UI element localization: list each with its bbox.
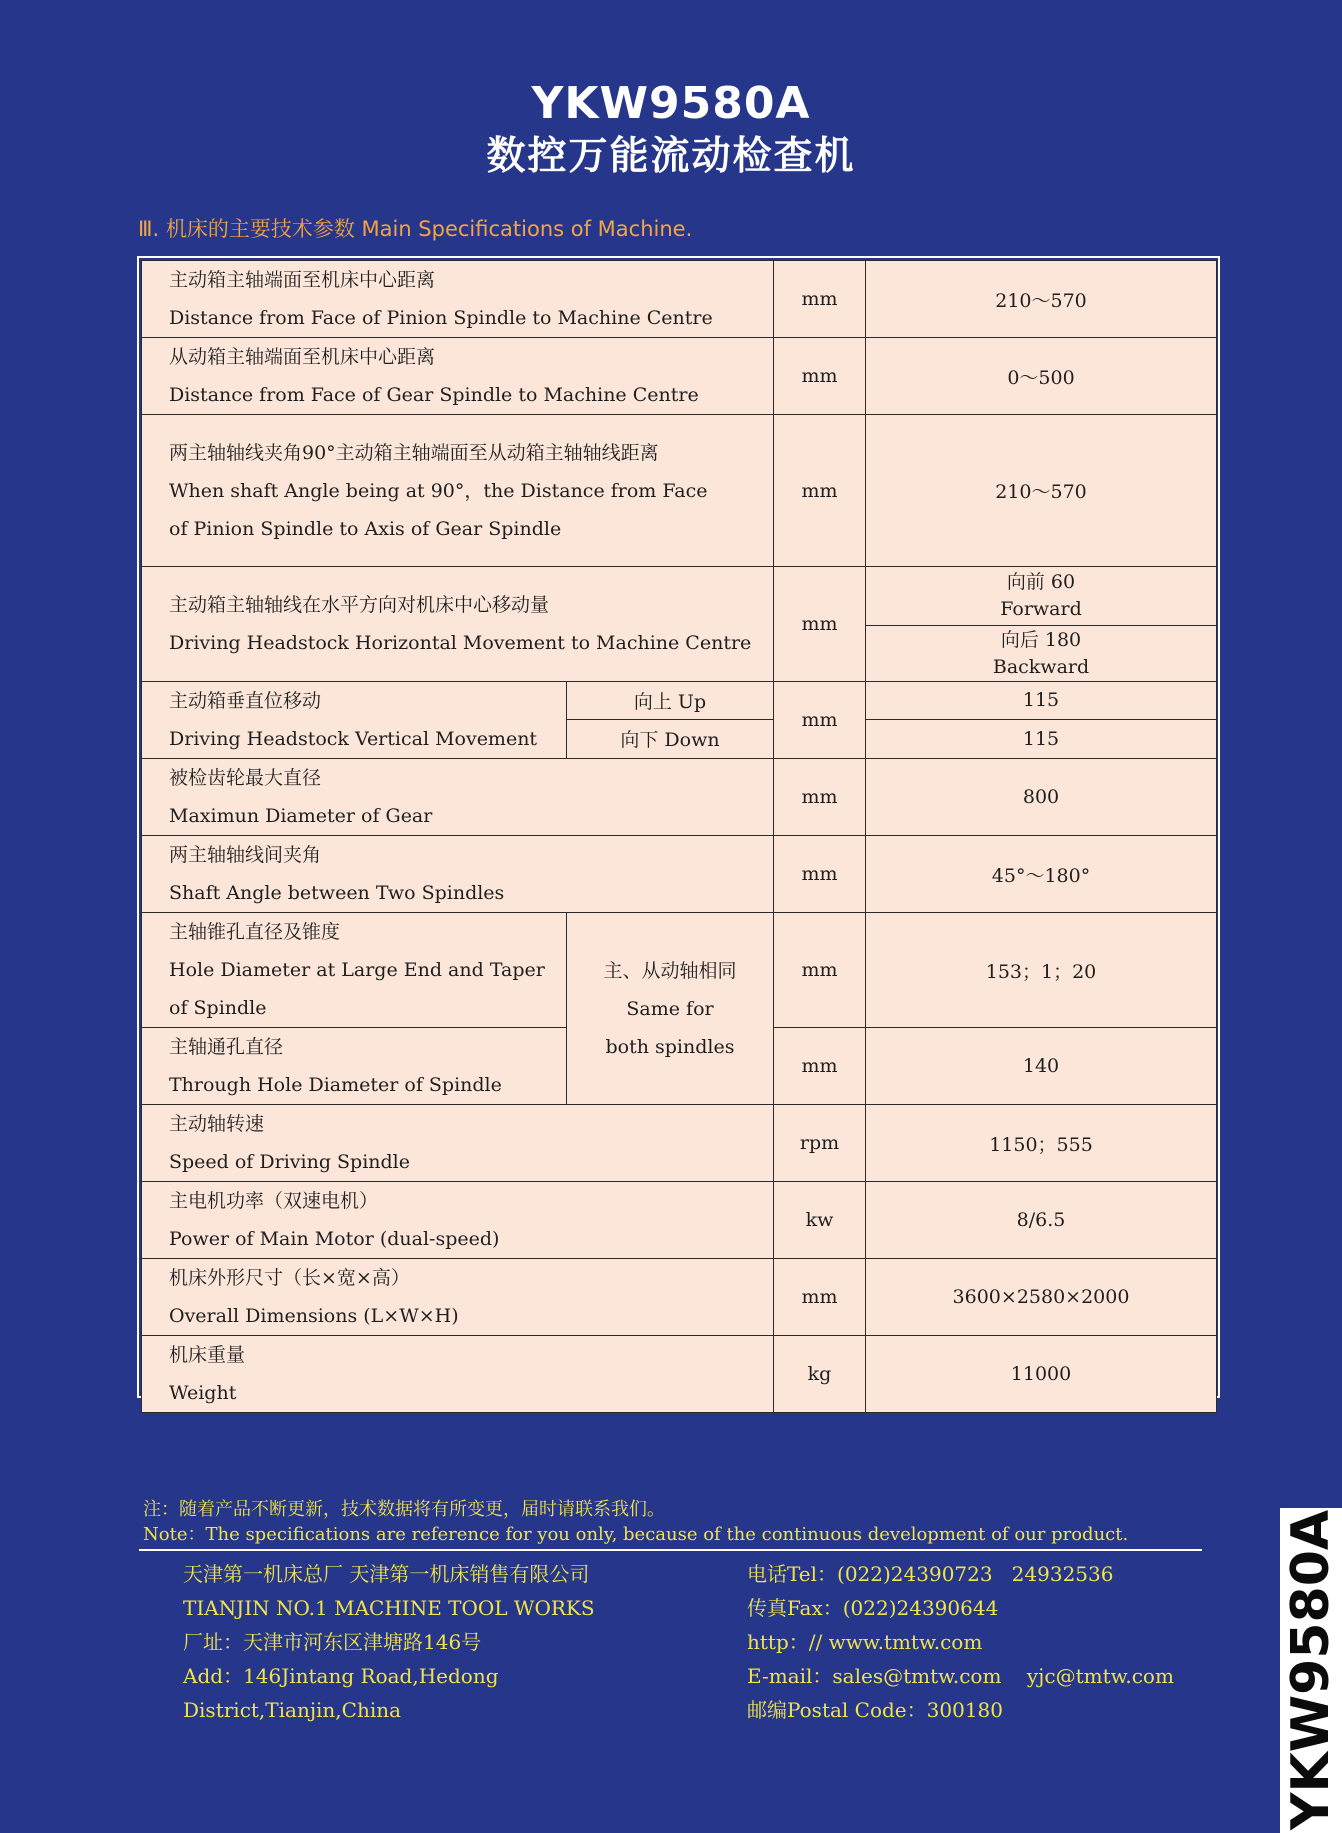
spec-param: 主动轴转速 Speed of Driving Spindle — [142, 1105, 774, 1182]
spec-value: 11000 — [866, 1336, 1217, 1413]
spec-value: 8/6.5 — [866, 1182, 1217, 1259]
footnote-en: Note：The specifications are reference for you only, because of the continuous development of our product. — [143, 1524, 1129, 1545]
spec-value: 210～570 — [866, 261, 1217, 338]
same-for-both-note: 主、从动轴相同 Same for both spindles — [567, 913, 774, 1105]
spec-value: 0～500 — [866, 338, 1217, 415]
spec-param: 主轴通孔直径 Through Hole Diameter of Spindle — [142, 1028, 567, 1105]
postal-code: 邮编Postal Code：300180 — [747, 1698, 1003, 1722]
table-row — [142, 1105, 1217, 1182]
spec-unit: mm — [774, 913, 866, 1028]
spec-unit: mm — [774, 682, 866, 759]
spec-unit: mm — [774, 338, 866, 415]
table-row — [142, 567, 1217, 626]
table-row — [142, 913, 1217, 1028]
spec-unit: mm — [774, 759, 866, 836]
table-row — [142, 338, 1217, 415]
spec-value: 800 — [866, 759, 1217, 836]
spec-unit: kw — [774, 1182, 866, 1259]
address-en-line2: District,Tianjin,China — [183, 1698, 402, 1722]
spec-unit: rpm — [774, 1105, 866, 1182]
spec-table — [141, 260, 1217, 1413]
table-row — [142, 415, 1217, 567]
spec-param: 两主轴轴线夹角90°主动箱主轴端面至从动箱主轴轴线距离 When shaft Angle being at 90°，the Distance from Face of Pinion Spindle to Axis of Gear Spindle — [142, 415, 774, 567]
spec-sub-down: 向下 Down — [567, 719, 774, 758]
email-link[interactable]: E-mail：sales@tmtw.com yjc@tmtw.com — [747, 1664, 1174, 1688]
spec-value-backward: 向后 180 Backward — [866, 626, 1217, 682]
table-row — [142, 1259, 1217, 1336]
product-model-title: YKW9580A — [531, 78, 811, 129]
footnote-cn: 注：随着产品不断更新，技术数据将有所变更，届时请联系我们。 — [143, 1499, 665, 1520]
address-en-line1: Add：146Jintang Road,Hedong — [183, 1664, 499, 1688]
table-row — [142, 759, 1217, 836]
spec-value: 1150；555 — [866, 1105, 1217, 1182]
spec-unit: mm — [774, 261, 866, 338]
table-row — [142, 261, 1217, 338]
company-info — [183, 1557, 595, 1727]
spec-value: 3600×2580×2000 — [866, 1259, 1217, 1336]
website-link[interactable]: http：// www.tmtw.com — [747, 1630, 983, 1654]
spec-param: 主轴锥孔直径及锥度 Hole Diameter at Large End and Taper of Spindle — [142, 913, 567, 1028]
fax: 传真Fax：(022)24390644 — [747, 1596, 999, 1620]
spec-param: 主动箱垂直位移动 Driving Headstock Vertical Movement — [142, 682, 567, 759]
spec-unit: kg — [774, 1336, 866, 1413]
spec-value: 153；1；20 — [866, 913, 1217, 1028]
spec-param: 主动箱主轴端面至机床中心距离 Distance from Face of Pinion Spindle to Machine Centre — [142, 261, 774, 338]
spec-sub-up: 向上 Up — [567, 682, 774, 720]
spec-unit: mm — [774, 415, 866, 567]
spec-param: 机床重量 Weight — [142, 1336, 774, 1413]
side-model-label: YKW9580A — [1281, 1509, 1341, 1831]
spec-unit: mm — [774, 836, 866, 913]
spec-param: 主动箱主轴轴线在水平方向对机床中心移动量 Driving Headstock Horizontal Movement to Machine Centre — [142, 567, 774, 682]
table-row — [142, 682, 1217, 720]
section-heading: Ⅲ. 机床的主要技术参数 Main Specifications of Machine. — [138, 217, 693, 241]
footer-divider — [139, 1549, 1202, 1551]
spec-value-down: 115 — [866, 719, 1217, 758]
product-name-cn: 数控万能流动检查机 — [486, 134, 856, 179]
spec-unit: mm — [774, 1028, 866, 1105]
footnote — [143, 1497, 1128, 1547]
table-row — [142, 1182, 1217, 1259]
spec-unit: mm — [774, 567, 866, 682]
spec-value: 210～570 — [866, 415, 1217, 567]
table-row — [142, 836, 1217, 913]
contact-details — [747, 1557, 1174, 1727]
company-name-en: TIANJIN NO.1 MACHINE TOOL WORKS — [183, 1596, 595, 1620]
spec-unit: mm — [774, 1259, 866, 1336]
spec-value: 45°～180° — [866, 836, 1217, 913]
spec-value-forward: 向前 60 Forward — [866, 567, 1217, 626]
spec-param: 机床外形尺寸（长×宽×高） Overall Dimensions (L×W×H) — [142, 1259, 774, 1336]
spec-param: 两主轴轴线间夹角 Shaft Angle between Two Spindles — [142, 836, 774, 913]
company-name-cn: 天津第一机床总厂 天津第一机床销售有限公司 — [183, 1562, 590, 1586]
spec-param: 被检齿轮最大直径 Maximun Diameter of Gear — [142, 759, 774, 836]
spec-param: 主电机功率（双速电机） Power of Main Motor (dual-speed) — [142, 1182, 774, 1259]
spec-value: 140 — [866, 1028, 1217, 1105]
telephone: 电话Tel：(022)24390723 24932536 — [747, 1562, 1114, 1586]
spec-param: 从动箱主轴端面至机床中心距离 Distance from Face of Gear Spindle to Machine Centre — [142, 338, 774, 415]
spec-value-up: 115 — [866, 682, 1217, 720]
table-row — [142, 1336, 1217, 1413]
address-cn: 厂址：天津市河东区津塘路146号 — [183, 1630, 482, 1654]
